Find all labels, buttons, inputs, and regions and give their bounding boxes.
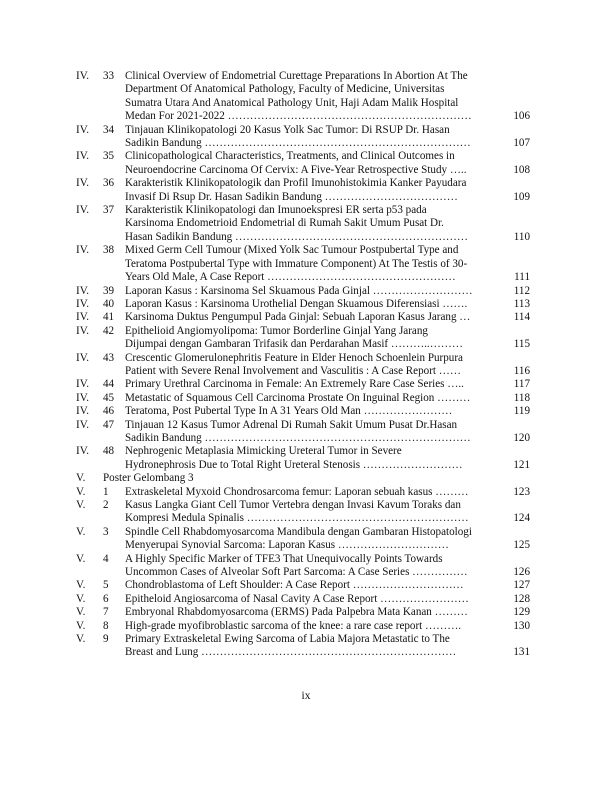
- toc-chapter-roman: IV.: [76, 297, 90, 310]
- toc-entry: [76, 526, 530, 553]
- toc-entry-number: 44: [103, 378, 115, 391]
- toc-entry-page: 109: [513, 190, 530, 203]
- toc-entry-title-line: Teratoma Postpubertal Type with Immature Component) At The Testis of 30-: [125, 257, 468, 270]
- toc-entry-number: 6: [103, 592, 109, 605]
- toc-entry-page: 117: [513, 378, 530, 391]
- toc-entry: [76, 285, 530, 298]
- toc-entry: [76, 378, 530, 391]
- toc-entry: [76, 311, 530, 324]
- toc-entry-number: 4: [103, 552, 109, 565]
- toc-chapter-roman: IV.: [76, 391, 90, 404]
- toc-entry-title: [125, 633, 497, 660]
- toc-entry-title-line: Laporan Kasus : Karsinoma Urothelial Dengan Skuamous Diferensiasi …….: [125, 297, 468, 310]
- toc-entry-page: 121: [513, 458, 530, 471]
- toc-entry-title-line: Epitheloid Angiosarcoma of Nasal Cavity A Case Report ……………………: [125, 592, 469, 605]
- toc-entry-title-line: Karsinoma Endometrioid Endometrial di Rumah Sakit Umum Pusat Dr.: [125, 217, 444, 230]
- toc-entry-page: 125: [513, 539, 530, 552]
- toc-entry-number: 2: [103, 499, 109, 511]
- toc-entry-page: 116: [513, 364, 530, 377]
- toc-entry-title: [125, 553, 497, 580]
- toc-entry: [76, 419, 530, 446]
- toc-chapter-roman: IV.: [76, 445, 90, 458]
- toc-entry-page: 119: [513, 405, 530, 418]
- toc-entry-title: [125, 352, 497, 379]
- toc-entry: [76, 499, 530, 526]
- toc-entry-number: 42: [103, 324, 115, 337]
- toc-chapter-roman: IV.: [76, 123, 90, 136]
- toc-entry-title-line: Primary Extraskeletal Ewing Sarcoma of Labia Majora Metastatic to The: [125, 633, 450, 646]
- toc-entry-title-line: Chondroblastoma of Left Shoulder: A Case Report …………………………: [125, 579, 464, 592]
- toc-entry-page: 111: [514, 271, 530, 284]
- toc-entry-page: 123: [513, 485, 530, 498]
- toc-chapter-roman: IV.: [76, 378, 90, 391]
- toc-entry-number: 39: [103, 284, 115, 297]
- toc-entry-page: 127: [513, 579, 530, 592]
- toc-entry-title: [125, 405, 497, 418]
- toc-entry-title-line: Nephrogenic Metaplasia Mimicking Ureteral Tumor in Severe: [125, 445, 402, 458]
- toc-chapter-roman: V.: [76, 592, 86, 605]
- toc-chapter-roman: V.: [76, 472, 86, 485]
- toc-entry-title: [125, 244, 497, 284]
- toc-entry-page: 126: [513, 566, 530, 579]
- toc-entry-title-line: Kasus Langka Giant Cell Tumor Vertebra dengan Invasi Kavum Toraks dan: [125, 499, 461, 511]
- toc-chapter-roman: IV.: [76, 204, 90, 217]
- toc-entry-number: 9: [103, 633, 109, 646]
- toc-chapter-roman: IV.: [76, 177, 90, 190]
- toc-entry-page: 114: [513, 311, 530, 324]
- toc-entry-title-line: Clinical Overview of Endometrial Curettage Preparations In Abortion At The: [125, 70, 468, 82]
- toc-entry: [76, 298, 530, 311]
- toc-entry-title: [125, 325, 497, 352]
- toc-entry-title-line: Clinicopathological Characteristics, Treatments, and Clinical Outcomes in: [125, 150, 455, 163]
- toc-entry-page: 130: [513, 619, 530, 632]
- toc-entry-number: 43: [103, 351, 115, 364]
- toc-entry-title-line: High-grade myofibroblastic sarcoma of the knee: a rare case report ……….: [125, 619, 462, 632]
- toc-entry-title: [125, 204, 497, 244]
- toc-entry: [76, 124, 530, 151]
- toc-entry-number: 41: [103, 311, 115, 324]
- toc-entry-title: [125, 124, 497, 151]
- toc-chapter-roman: V.: [76, 525, 86, 538]
- toc-chapter-roman: IV.: [76, 284, 90, 297]
- toc-entry-page: 131: [513, 646, 530, 659]
- toc-entry-title: [125, 526, 497, 553]
- toc-entry-page: 108: [513, 163, 530, 176]
- toc-entry-title: [125, 486, 497, 499]
- toc-chapter-roman: IV.: [76, 405, 90, 418]
- toc-entry-title: [125, 311, 497, 324]
- toc-entry-title: [125, 606, 497, 619]
- toc-chapter-roman: IV.: [76, 418, 90, 431]
- toc-entry-number: 37: [103, 204, 115, 217]
- toc-entry-title-line: Karakteristik Klinikopatologi dan Imunoekspresi ER serta p53 pada: [125, 204, 427, 217]
- toc-entry-title: [125, 392, 497, 405]
- toc-entry-title: [125, 593, 497, 606]
- toc-entry: [76, 606, 530, 619]
- toc-entry-title-line: Extraskeletal Myxoid Chondrosarcoma femur: Laporan sebuah kasus ………: [125, 485, 469, 498]
- toc-chapter-roman: IV.: [76, 150, 90, 163]
- toc-entry-page: 124: [513, 512, 530, 525]
- toc-entry-number: 45: [103, 391, 115, 404]
- toc-entry: [76, 244, 530, 284]
- toc-entry: [76, 445, 530, 472]
- toc-entry-number: 47: [103, 418, 115, 431]
- toc-entry: [76, 633, 530, 660]
- toc-entry-title-line: Sadikin Bandung ………………………………………………………………: [125, 431, 471, 444]
- toc-entry-title-line: Dijumpai dengan Gambaran Trifasik dan Perdarahan Masif ………..………: [125, 338, 463, 351]
- toc-entry-title: [125, 70, 497, 124]
- toc-entry: [76, 352, 530, 379]
- toc-chapter-roman: V.: [76, 552, 86, 565]
- toc-entry: [76, 177, 530, 204]
- toc-entry-title: [125, 579, 497, 592]
- toc-entry-number: 7: [103, 606, 109, 619]
- toc-entry-page: 128: [513, 592, 530, 605]
- toc-entry-title-line: Spindle Cell Rhabdomyosarcoma Mandibula dengan Gambaran Histopatologi: [125, 525, 472, 538]
- toc-entry-title: [125, 285, 497, 298]
- toc-entry-title-line: Laporan Kasus : Karsinoma Sel Skuamous Pada Ginjal ………………………: [125, 284, 473, 297]
- toc-entry-title-line: Mixed Germ Cell Tumour (Mixed Yolk Sac Tumour Postpubertal Type and: [125, 244, 459, 257]
- toc-entry-number: 3: [103, 525, 109, 538]
- toc-entry-number: 40: [103, 297, 115, 310]
- toc-chapter-roman: IV.: [76, 351, 90, 364]
- toc-entry-page: 129: [513, 606, 530, 619]
- toc-entry-title-line: Primary Urethral Carcinoma in Female: An Extremely Rare Case Series …..: [125, 378, 464, 391]
- toc-entry-title: [125, 298, 497, 311]
- toc-entry-title-line: Kompresi Medula Spinalis ……………………………………………………: [125, 512, 469, 525]
- toc-entry-title: [125, 445, 497, 472]
- toc-chapter-roman: IV.: [76, 70, 90, 82]
- toc-entry-title-line: Tinjauan 12 Kasus Tumor Adrenal Di Rumah Sakit Umum Pusat Dr.Hasan: [125, 418, 458, 431]
- toc-entry-title-line: Hydronephrosis Due to Total Right Ureteral Stenosis ………………………: [125, 458, 463, 471]
- toc-entry: [76, 392, 530, 405]
- toc-entry-page: 110: [513, 230, 530, 243]
- toc-entry-title-line: Years Old Male, A Case Report ……………………………………………: [125, 271, 456, 284]
- toc-entry-title-line: Breast and Lung ……………………………………………………………: [125, 646, 457, 659]
- toc-chapter-roman: V.: [76, 485, 86, 498]
- toc-entry-title-line: Tinjauan Klinikopatologi 20 Kasus Yolk Sac Tumor: Di RSUP Dr. Hasan: [125, 123, 450, 136]
- toc-entry-title: [125, 150, 497, 177]
- toc-entry-number: 36: [103, 177, 115, 190]
- toc-section-title: Poster Gelombang 3: [103, 472, 194, 485]
- toc-entry: [76, 325, 530, 352]
- toc-entry-number: 8: [103, 619, 109, 632]
- toc-entry: [76, 150, 530, 177]
- toc-entry: [76, 553, 530, 580]
- toc-entry-number: 34: [103, 123, 115, 136]
- toc-entry-page: 106: [513, 110, 530, 123]
- toc-entry: [76, 620, 530, 633]
- toc-entry-title-line: Epithelioid Angiomyolipoma: Tumor Borderline Ginjal Yang Jarang: [125, 324, 428, 337]
- toc-entry-number: 35: [103, 150, 115, 163]
- toc-entry-title-line: Neuroendocrine Carcinoma Of Cervix: A Five-Year Retrospective Study …..: [125, 163, 467, 176]
- toc-entry-title-line: Uncommon Cases of Alveolar Soft Part Sarcoma: A Case Series ……………: [125, 566, 468, 579]
- toc-chapter-roman: V.: [76, 606, 86, 619]
- toc-entry-page: 113: [513, 297, 530, 310]
- toc-entry-title-line: Medan For 2021-2022 …………………………………………………………: [125, 110, 472, 123]
- toc-entry: [76, 405, 530, 418]
- toc-entry-number: 33: [103, 70, 115, 82]
- toc-entry-title-line: Metastatic of Squamous Cell Carcinoma Prostate On Inguinal Region ………: [125, 391, 471, 404]
- toc-entry-title-line: A Highly Specific Marker of TFE3 That Unequivocally Points Towards: [125, 552, 443, 565]
- toc-chapter-roman: V.: [76, 579, 86, 592]
- toc-entry-title-line: Invasif Di Rsup Dr. Hasan Sadikin Bandung ………………………………: [125, 190, 458, 203]
- toc-chapter-roman: V.: [76, 499, 86, 511]
- toc-entry-title: [125, 620, 497, 633]
- toc-chapter-roman: V.: [76, 619, 86, 632]
- toc-entry-number: 46: [103, 405, 115, 418]
- toc-entry-page: 115: [513, 338, 530, 351]
- toc-entry-number: 48: [103, 445, 115, 458]
- toc-entry-title-line: Hasan Sadikin Bandung ………………………………………………………: [125, 230, 468, 243]
- toc-entry-title-line: Department Of Anatomical Pathology, Faculty of Medicine, Universitas: [125, 83, 445, 96]
- toc-entry-title-line: Embryonal Rhabdomyosarcoma (ERMS) Pada Palpebra Mata Kanan ………: [125, 606, 468, 619]
- toc-entry-title: [125, 499, 497, 526]
- table-of-contents: [76, 70, 530, 660]
- toc-entry-title-line: Karakteristik Klinikopatologik dan Profil Imunohistokimia Kanker Payudara: [125, 177, 467, 190]
- toc-entry-title: [125, 378, 497, 391]
- toc-entry-title-line: Patient with Severe Renal Involvement and Vasculitis : A Case Report ……: [125, 364, 461, 377]
- toc-chapter-roman: IV.: [76, 244, 90, 257]
- toc-entry-number: 5: [103, 579, 109, 592]
- toc-entry-title-line: Menyerupai Synovial Sarcoma: Laporan Kasus …………………………: [125, 539, 449, 552]
- toc-entry-number: 1: [103, 485, 109, 498]
- toc-entry: [76, 593, 530, 606]
- page-number: ix: [301, 690, 311, 702]
- toc-entry: [76, 204, 530, 244]
- toc-entry-page: 112: [513, 284, 530, 297]
- toc-chapter-roman: V.: [76, 633, 86, 646]
- toc-entry-title: [125, 177, 497, 204]
- toc-chapter-roman: IV.: [76, 311, 90, 324]
- toc-entry-title-line: Crescentic Glomerulonephritis Feature in Elder Henoch Schoenlein Purpura: [125, 351, 463, 364]
- toc-entry-page: 120: [513, 431, 530, 444]
- toc-entry-number: 38: [103, 244, 115, 257]
- toc-entry: [76, 579, 530, 592]
- toc-section-heading: [76, 472, 530, 485]
- toc-entry: [76, 70, 530, 124]
- toc-chapter-roman: IV.: [76, 324, 90, 337]
- toc-entry-title: [125, 419, 497, 446]
- toc-entry-title-line: Sumatra Utara And Anatomical Pathology Unit, Haji Adam Malik Hospital: [125, 96, 459, 109]
- toc-entry-title-line: Teratoma, Post Pubertal Type In A 31 Years Old Man ……………………: [125, 405, 453, 418]
- toc-entry-title-line: Karsinoma Duktus Pengumpul Pada Ginjal: Sebuah Laporan Kasus Jarang …: [125, 311, 471, 324]
- toc-entry: [76, 486, 530, 499]
- toc-entry-page: 107: [513, 137, 530, 150]
- toc-entry-title-line: Sadikin Bandung ………………………………………………………………: [125, 137, 471, 150]
- toc-entry-page: 118: [513, 391, 530, 404]
